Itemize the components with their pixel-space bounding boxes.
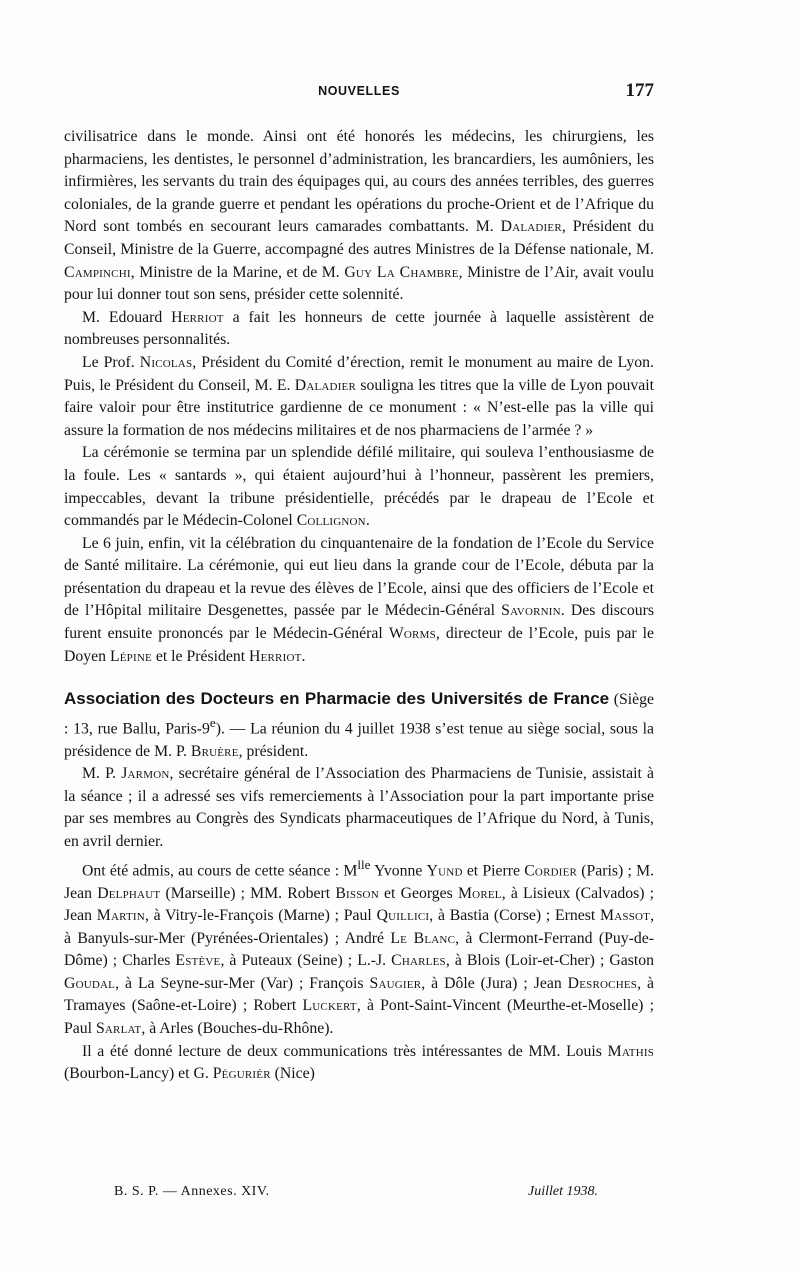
person-name: Charles (391, 952, 446, 970)
person-name: Daladier (500, 218, 562, 236)
page (64, 80, 654, 1086)
paragraph: M. P. Jarmon, secrétaire général de l’Association des Pharmaciens de Tunisie, assistait à la séance ; il a adressé ses vifs remerciements à l’Association pour la part importante prise par ses membres au Congrès des Syndicats pharmaceutiques de l’Afrique du Nord, à Tunis, en avril dernier. (64, 765, 654, 851)
running-head (64, 80, 654, 110)
person-name: Péguriér (212, 1065, 271, 1083)
person-name: Morel (457, 884, 502, 902)
person-name: Bisson (335, 884, 379, 902)
paragraph: Ont été admis, au cours de cette séance : $M^{lle}$ Yvonne Yund et Pierre Cordier (Paris) ; M. Jean Delphaut (Marseille) ; MM. Robert Bisson et Georges Morel, à Lisieux (Calvados) ; Jean Martin, à Vitry-le-François (Marne) ; Paul Quillici, à Bastia (Corse) ; Ernest Massot, à Banyuls-sur-Mer (Pyrénées-Orientales) ; André Le Blanc, à Clermont-Ferrand (Puy-de-Dôme) ; Charles Estève, à Puteaux (Seine) ; L.-J. Charles, à Blois (Loir-et-Cher) ; Gaston Goudal, à La Seyne-sur-Mer (Var) ; François Saugier, à Dôle (Jura) ; Jean Desroches, à Tramayes (Saône-et-Loire) ; Robert Luckert, à Pont-Saint-Vincent (Meurthe-et-Moselle) ; Paul Sarlat, à Arles (Bouches-du-Rhône). (64, 856, 655, 1038)
section-heading: Association des Docteurs en Pharmacie des Universités de France (Siège : 13, rue Ballu, Paris-9e). — La réunion du 4 juillet 1938 s’est tenue au siège social, sous la présidence de M. P. Bruère, président. (64, 689, 655, 760)
section-title: Association des Docteurs en Pharmacie des Universités de France (64, 689, 610, 709)
article-body (64, 126, 654, 668)
person-name: Campinchi (64, 263, 131, 281)
person-name: Martin (96, 907, 145, 925)
footer-date: Juillet 1938. (528, 1184, 598, 1199)
person-name: Goudal (64, 974, 116, 992)
person-name: Collignon (296, 512, 366, 530)
person-name: Herriot (249, 647, 302, 665)
person-name: Daladier (294, 376, 357, 394)
paragraph: M. Edouard Herriot a fait les honneurs de cette journée à laquelle assistèrent de nombreuses personnalités. (64, 308, 655, 349)
person-name: Mathis (607, 1042, 655, 1060)
paragraph: Il a été donné lecture de deux communications très intéressantes de MM. Louis Mathis (Bourbon-Lancy) et G. Péguriér (Nice) (64, 1042, 655, 1083)
person-name: Desroches (567, 974, 638, 992)
person-name: Nicolas (139, 353, 193, 371)
paragraph: La cérémonie se termina par un splendide défilé militaire, qui souleva l’enthousiasme de la foule. Les « santards », qui étaient aujourd’hui à l’honneur, passèrent les premiers, impeccables, devant la tribune présidentielle, précédés par le drapeau de l’Ecole et commandés par le Médecin-Colonel Collignon. (64, 444, 654, 530)
paragraph: Le 6 juin, enfin, vit la célébration du cinquantenaire de la fondation de l’Ecole du Service de Santé militaire. La cérémonie, qui eut lieu dans la grande cour de l’Ecole, débuta par la présentation du drapeau et la revue des élèves de l’Ecole, ainsi que des officiers de l’Ecole et de l’Hôpital militaire Desgenettes, passée par le Médecin-Général Savornin. Des discours furent ensuite prononcés par le Médecin-Général Worms, directeur de l’Ecole, puis par le Doyen Lépine et le Président Herriot. (64, 534, 655, 665)
person-name: Quillici (376, 907, 430, 925)
person-name: Sarlat (95, 1020, 142, 1038)
person-name: Massot (600, 907, 651, 925)
person-name: Delphaut (97, 884, 161, 902)
person-name: Worms (388, 625, 436, 643)
person-name: Cordier (524, 861, 578, 879)
person-name: Estève (175, 952, 221, 970)
person-name: Saugier (369, 974, 422, 992)
footer-journal: B. S. P. — Annexes. XIV. (114, 1184, 270, 1199)
person-name: Herriot (171, 308, 224, 326)
person-name: Le Blanc (390, 929, 456, 947)
person-name: Savornin (501, 602, 561, 620)
person-name: Lépine (109, 647, 152, 665)
running-title: NOUVELLES (318, 84, 400, 98)
section-body (64, 763, 654, 1086)
person-name: Luckert (302, 997, 357, 1015)
page-number: 177 (625, 80, 654, 101)
person-name: Guy La Chambre (344, 263, 459, 281)
person-name: Yund (426, 861, 463, 879)
paragraph: civilisatrice dans le monde. Ainsi ont été honorés les médecins, les chirurgiens, les pharmaciens, les dentistes, le personnel d’administration, les brancardiers, les aumôniers, les infirmières, les servants du train des équipages qui, au cours des années terribles, des guerres coloniales, de la grande guerre et pendant les opérations du proche-Orient et de l’Afrique du Nord sont tombés en secourant leurs camarades combattants. M. Daladier, Président du Conseil, Ministre de la Guerre, accompagné des autres Ministres de la Défense nationale, M. Campinchi, Ministre de la Marine, et de M. Guy La Chambre, Ministre de l’Air, avait voulu pour lui donner tout son sens, présider cette solennité. (64, 128, 655, 304)
person-name: Bruère (190, 742, 239, 760)
paragraph: Le Prof. Nicolas, Président du Comité d’érection, remit le monument au maire de Lyon. Puis, le Président du Conseil, M. E. Daladier souligna les titres que la ville de Lyon pouvait faire valoir pour être institutrice gardienne de ce monument : « N’est-elle pas la ville qui assure la formation de nos médecins militaires et de nos pharmaciens de l’armée ? » (64, 353, 655, 439)
person-name: Jarmon (121, 765, 170, 783)
